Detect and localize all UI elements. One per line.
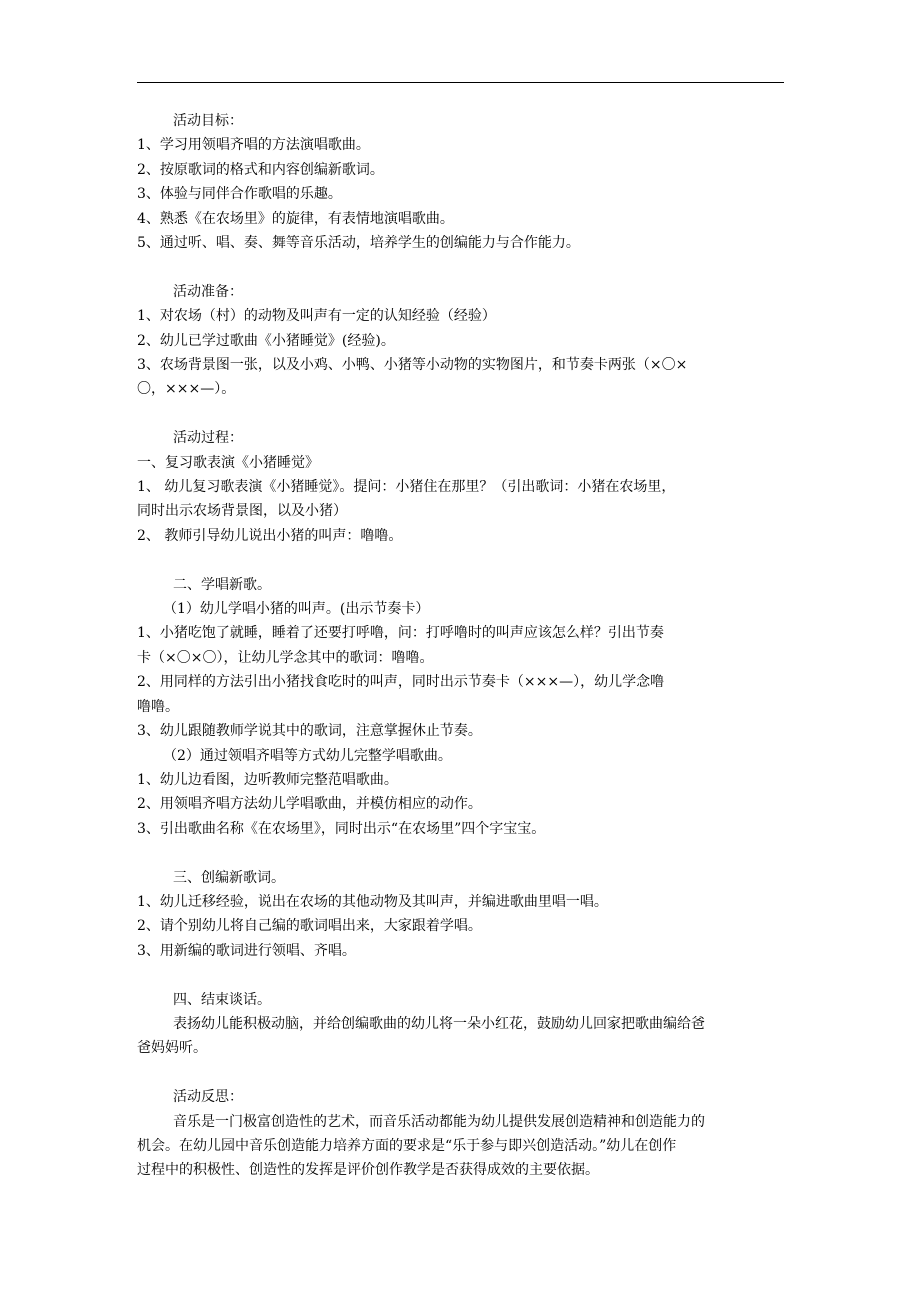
goals-item: 2、按原歌词的格式和内容创编新歌词。	[137, 161, 384, 178]
part1-item: 1、 幼儿复习歌表演《小猪睡觉》。提问：小猪住在那里？（引出歌词：小猪在农场里，	[137, 479, 676, 496]
part2-sub2-item: 3、引出歌曲名称《在农场里》，同时出示“在农场里”四个字宝宝。	[137, 820, 546, 837]
header-rule	[137, 82, 784, 83]
part2-item: 3、幼儿跟随教师学说其中的歌词，注意掌握休止节奏。	[137, 723, 482, 740]
part3-item: 3、用新编的歌词进行领唱、齐唱。	[137, 942, 356, 959]
goals-item: 3、体验与同伴合作歌唱的乐趣。	[137, 186, 342, 203]
part1-title: 一、复习歌表演《小猪睡觉》	[137, 454, 319, 471]
prep-item: 2、幼儿已学过歌曲《小猪睡觉》(经验)。	[137, 332, 395, 349]
part2-item: 2、用同样的方法引出小猪找食吃时的叫声，同时出示节奏卡（×××—），幼儿学念噜	[137, 674, 665, 691]
part2-sub2: （2）通过领唱齐唱等方式幼儿完整学唱歌曲。	[163, 747, 452, 764]
goals-item: 4、熟悉《在农场里》的旋律，有表情地演唱歌曲。	[137, 210, 454, 227]
part4-text: 表扬幼儿能积极动脑，并给创编歌曲的幼儿将一朵小红花，鼓励幼儿回家把歌曲编给爸	[173, 1015, 705, 1032]
goals-item: 5、通过听、唱、奏、舞等音乐活动，培养学生的创编能力与合作能力。	[137, 235, 580, 252]
prep-item-continued: 〇，×××—）。	[137, 381, 236, 398]
reflection-text: 音乐是一门极富创造性的艺术，而音乐活动都能为幼儿提供发展创造精神和创造能力的	[173, 1113, 705, 1130]
part3-item: 2、请个别幼儿将自己编的歌词唱出来，大家跟着学唱。	[137, 918, 482, 935]
part2-item-continued: 噜噜。	[137, 698, 179, 715]
part3-item: 1、幼儿迁移经验，说出在农场的其他动物及其叫声，并编进歌曲里唱一唱。	[137, 893, 608, 910]
reflection-text-continued: 过程中的积极性、创造性的发挥是评价创作教学是否获得成效的主要依据。	[137, 1162, 599, 1179]
part2-sub1: （1）幼儿学唱小猪的叫声。(出示节奏卡）	[163, 601, 430, 618]
part2-title: 二、学唱新歌。	[173, 576, 271, 593]
prep-heading: 活动准备：	[173, 283, 243, 300]
reflection-text-continued: 机会。在幼儿园中音乐创造能力培养方面的要求是“乐于参与即兴创造活动。”幼儿在创作	[137, 1137, 677, 1154]
part2-item-continued: 卡（×〇×〇），让幼儿学念其中的歌词：噜噜。	[137, 649, 434, 666]
prep-item: 1、对农场（村）的动物及叫声有一定的认知经验（经验）	[137, 308, 496, 325]
part4-title: 四、结束谈话。	[173, 991, 271, 1008]
process-heading: 活动过程：	[173, 430, 243, 447]
prep-item: 3、农场背景图一张，以及小鸡、小鸭、小猪等小动物的实物图片，和节奏卡两张（×〇×	[137, 357, 688, 374]
part2-sub2-item: 1、幼儿边看图，边听教师完整范唱歌曲。	[137, 771, 398, 788]
part2-sub2-item: 2、用领唱齐唱方法幼儿学唱歌曲，并模仿相应的动作。	[137, 796, 482, 813]
part1-item: 2、 教师引导幼儿说出小猪的叫声：噜噜。	[137, 527, 403, 544]
goals-heading: 活动目标：	[173, 113, 243, 129]
part4-text-continued: 爸妈妈听。	[137, 1040, 207, 1057]
reflection-heading: 活动反思：	[173, 1089, 243, 1106]
goals-item: 1、学习用领唱齐唱的方法演唱歌曲。	[137, 137, 370, 154]
part2-item: 1、小猪吃饱了就睡，睡着了还要打呼噜，问：打呼噜时的叫声应该怎么样？引出节奏	[137, 625, 664, 642]
document-body	[137, 109, 785, 1183]
part3-title: 三、创编新歌词。	[173, 869, 285, 886]
part1-item-continued: 同时出示农场背景图，以及小猪）	[137, 503, 347, 520]
